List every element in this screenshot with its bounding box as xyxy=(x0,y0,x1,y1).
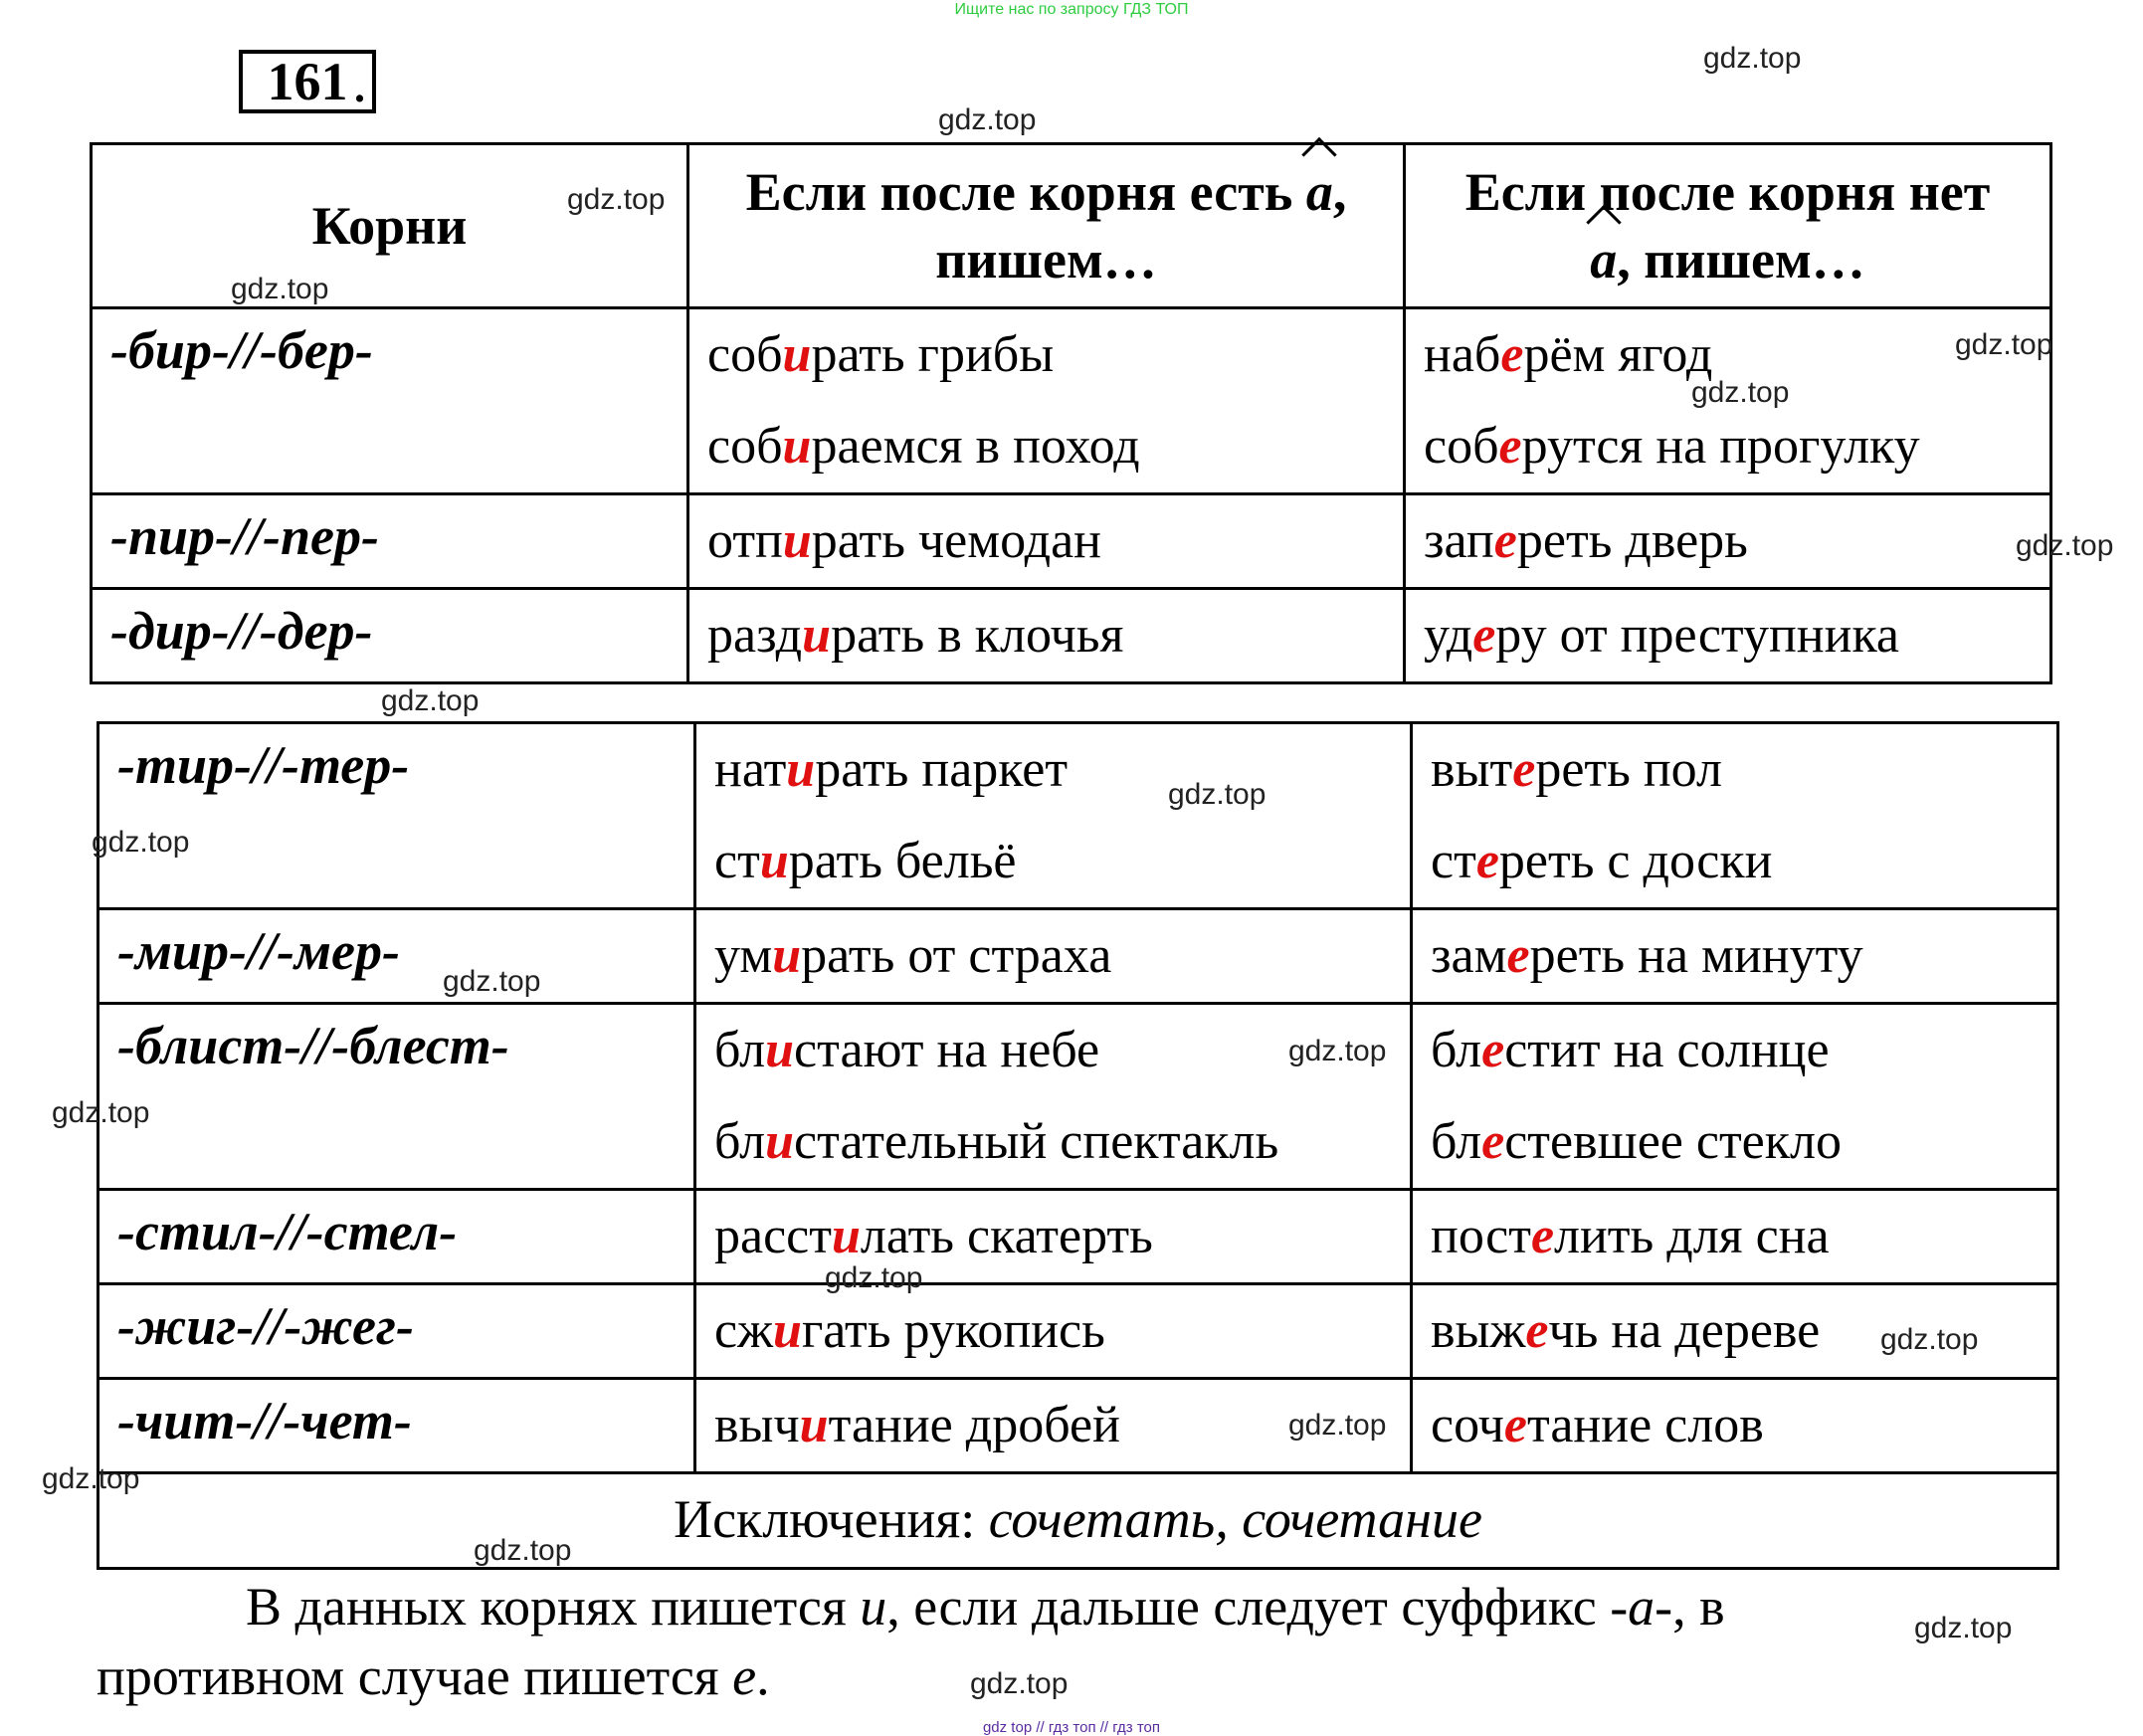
highlighted-vowel: е xyxy=(1475,833,1499,889)
watermark: gdz.top xyxy=(1955,328,2053,361)
highlighted-vowel: е xyxy=(1500,326,1524,383)
exercise-number: 161 xyxy=(239,50,376,113)
highlighted-vowel: и xyxy=(831,1208,861,1264)
watermark: gdz.top xyxy=(1288,1409,1387,1442)
highlighted-vowel: и xyxy=(799,1397,829,1453)
example-phrase: натирать паркет xyxy=(714,741,1069,798)
watermark: gdz.top xyxy=(42,1462,140,1495)
examples-with-a-cell xyxy=(688,589,1405,683)
examples-with-a-cell xyxy=(695,1004,1412,1190)
highlighted-vowel: е xyxy=(1481,1113,1505,1170)
examples-with-a-cell xyxy=(695,1190,1412,1284)
table-row xyxy=(98,723,2058,909)
watermark: gdz.top xyxy=(567,183,666,216)
example-phrase: сочетание слов xyxy=(1431,1397,1764,1453)
examples-with-a-cell xyxy=(688,494,1405,589)
root-cell: -стил-//-стел- xyxy=(98,1190,695,1284)
watermark: gdz.top xyxy=(938,103,1037,136)
examples-without-a-cell xyxy=(1412,1190,2058,1284)
highlighted-vowel: и xyxy=(782,326,812,383)
highlighted-vowel: е xyxy=(1525,1302,1549,1359)
examples-without-a-cell xyxy=(1412,723,2058,909)
examples-without-a-cell xyxy=(1412,1379,2058,1473)
watermark: gdz.top xyxy=(52,1096,150,1129)
highlighted-vowel: и xyxy=(786,741,816,798)
watermark: gdz.top xyxy=(1703,42,1802,75)
highlighted-vowel: е xyxy=(1481,1022,1505,1078)
root-cell: -тир-//-тер- xyxy=(98,723,695,909)
examples-with-a-cell xyxy=(695,1284,1412,1379)
table-row xyxy=(92,589,2051,683)
example-phrase: расстилать скатерть xyxy=(714,1208,1153,1264)
table-row xyxy=(98,1004,2058,1190)
highlighted-vowel: и xyxy=(759,833,789,889)
highlighted-vowel: е xyxy=(1498,418,1522,475)
watermark: gdz.top xyxy=(1168,778,1266,811)
highlighted-vowel: е xyxy=(1493,512,1517,569)
search-banner: Ищите нас по запросу ГДЗ ТОП xyxy=(954,1,1189,18)
watermark: gdz.top xyxy=(1288,1035,1387,1067)
watermark: gdz.top xyxy=(92,826,190,859)
highlighted-vowel: и xyxy=(765,1022,795,1078)
example-phrase: раздирать в клочья xyxy=(707,607,1124,664)
table-row xyxy=(98,1284,2058,1379)
highlighted-vowel: и xyxy=(802,607,832,664)
root-cell: -пир-//-пер- xyxy=(92,494,688,589)
root-cell: -блист-//-блест- xyxy=(98,1004,695,1190)
table-row xyxy=(92,494,2051,589)
highlighted-vowel: и xyxy=(782,512,812,569)
roots-table-top xyxy=(90,142,2052,684)
watermark: gdz.top xyxy=(1691,376,1790,409)
examples-without-a-cell xyxy=(1405,494,2051,589)
watermark: gdz.top xyxy=(2016,529,2114,562)
watermark: gdz.top xyxy=(1880,1323,1979,1356)
example-phrase: замереть на минуту xyxy=(1431,927,1863,984)
highlighted-vowel: и xyxy=(772,927,802,984)
example-phrase: стирать бельё xyxy=(714,833,1017,889)
example-phrase: блестевшее стекло xyxy=(1431,1113,1842,1170)
examples-without-a-cell xyxy=(1412,909,2058,1004)
example-phrase: собираемся в поход xyxy=(707,418,1140,475)
header-with-a: Если после корня есть а, пишем… xyxy=(688,144,1405,308)
example-phrase: блистательный спектакль xyxy=(714,1113,1279,1170)
example-phrase: наберём ягод xyxy=(1424,326,1713,383)
highlighted-vowel: е xyxy=(1506,927,1530,984)
example-phrase: блестит на солнце xyxy=(1431,1022,1830,1078)
example-phrase: выжечь на дереве xyxy=(1431,1302,1821,1359)
exercise-number-dot: . xyxy=(354,63,365,111)
highlighted-vowel: е xyxy=(1512,741,1536,798)
root-cell: -бир-//-бер- xyxy=(92,308,688,494)
examples-without-a-cell xyxy=(1405,589,2051,683)
header-row xyxy=(92,144,2051,308)
example-phrase: отпирать чемодан xyxy=(707,512,1101,569)
table-row xyxy=(98,1190,2058,1284)
examples-with-a-cell xyxy=(688,308,1405,494)
table-row xyxy=(98,909,2058,1004)
highlighted-vowel: е xyxy=(1530,1208,1555,1264)
root-cell: -чит-//-чет- xyxy=(98,1379,695,1473)
header-without-a: Если после корня нет а, пишем… xyxy=(1405,144,2051,308)
root-cell: -жиг-//-жег- xyxy=(98,1284,695,1379)
conclusion-text: В данных корнях пишется и, если дальше следует суффикс -а-, в противном случае пишется е. xyxy=(97,1577,1725,1706)
example-phrase: блистают на небе xyxy=(714,1022,1100,1078)
watermark: gdz.top xyxy=(1914,1612,2013,1644)
example-phrase: вытереть пол xyxy=(1431,741,1722,798)
example-phrase: собирать грибы xyxy=(707,326,1055,383)
footer-links: gdz top // гдз топ // гдз топ xyxy=(982,1719,1161,1736)
example-phrase: умирать от страха xyxy=(714,927,1112,984)
example-phrase: сжигать рукопись xyxy=(714,1302,1105,1359)
header-roots: Корни xyxy=(92,144,688,308)
example-phrase: соберутся на прогулку xyxy=(1424,418,1920,475)
examples-with-a-cell xyxy=(695,909,1412,1004)
examples-with-a-cell xyxy=(695,723,1412,909)
root-cell: -мир-//-мер- xyxy=(98,909,695,1004)
watermark: gdz.top xyxy=(443,965,541,998)
watermark: gdz.top xyxy=(231,273,329,305)
example-phrase: постелить для сна xyxy=(1431,1208,1830,1264)
watermark: gdz.top xyxy=(970,1667,1069,1700)
examples-without-a-cell xyxy=(1412,1004,2058,1190)
example-phrase: вычитание дробей xyxy=(714,1397,1120,1453)
root-cell: -дир-//-дер- xyxy=(92,589,688,683)
roots-table-bottom xyxy=(97,721,2059,1570)
highlighted-vowel: е xyxy=(1472,607,1496,664)
example-phrase: удеру от преступника xyxy=(1424,607,1899,664)
highlighted-vowel: и xyxy=(773,1302,802,1359)
exceptions-row xyxy=(98,1473,2058,1569)
highlighted-vowel: е xyxy=(1503,1397,1527,1453)
watermark: gdz.top xyxy=(381,684,480,717)
table-row xyxy=(98,1379,2058,1473)
example-phrase: стереть с доски xyxy=(1431,833,1773,889)
watermark: gdz.top xyxy=(825,1261,923,1294)
highlighted-vowel: и xyxy=(765,1113,795,1170)
exceptions-cell: Исключения: сочетать, сочетание xyxy=(98,1473,2058,1569)
example-phrase: запереть дверь xyxy=(1424,512,1748,569)
watermark: gdz.top xyxy=(474,1534,572,1567)
highlighted-vowel: и xyxy=(782,418,812,475)
